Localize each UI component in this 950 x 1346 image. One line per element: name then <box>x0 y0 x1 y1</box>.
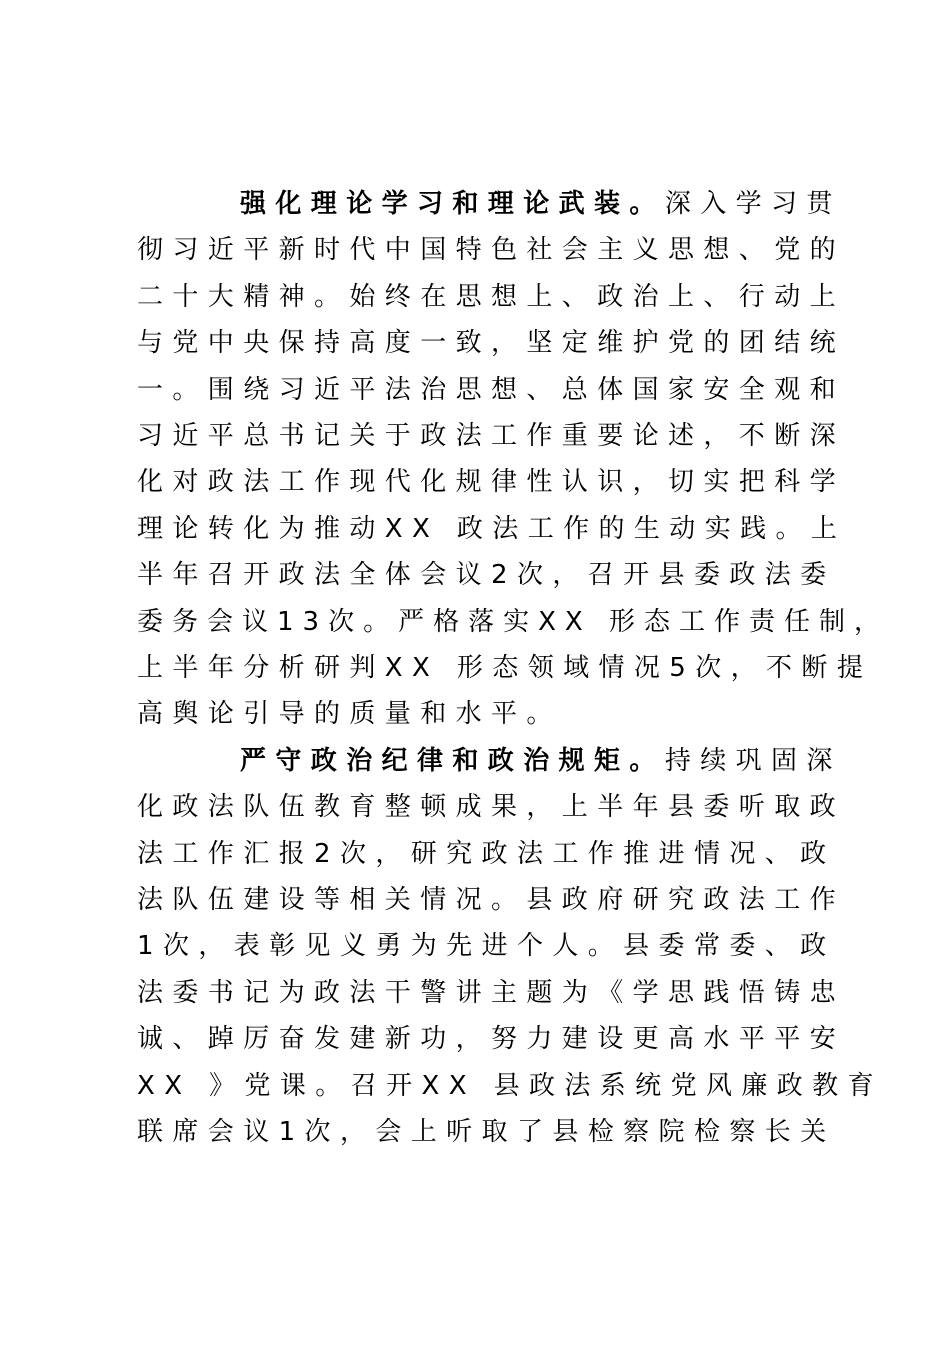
paragraph-2-heading: 严守政治纪律和政治规矩。 <box>240 746 665 776</box>
paragraph-2-text: 持续巩固深 <box>664 746 842 776</box>
paragraph-2-line-7: 诚、踔厉奋发建新功，努力建设更高水平平安 <box>137 1024 846 1054</box>
paragraph-1-line-4: 与党中央保持高度一致，坚定维护党的团结统 <box>137 328 846 358</box>
paragraph-2-line-6: 法委书记为政法干警讲主题为《学思践悟铸忠 <box>137 978 846 1008</box>
paragraph-2-line-9: 联席会议1次，会上听取了县检察院检察长关 <box>137 1117 836 1147</box>
paragraph-2-line-3: 法工作汇报2次，研究政法工作推进情况、政 <box>137 839 836 869</box>
paragraph-1-line-6: 习近平总书记关于政法工作重要论述，不断深 <box>137 421 846 451</box>
paragraph-2-line-5: 1次，表彰见义勇为先进个人。县委常委、政 <box>137 931 836 961</box>
paragraph-2-line-2: 化政法队伍教育整顿成果，上半年县委听取政 <box>137 792 846 822</box>
paragraph-1-line-12: 高舆论引导的质量和水平。 <box>137 699 562 729</box>
paragraph-1-line-2: 彻习近平新时代中国特色社会主义思想、党的 <box>137 235 846 265</box>
paragraph-1-heading: 强化理论学习和理论武装。 <box>240 189 665 219</box>
paragraph-1-line-3: 二十大精神。始终在思想上、政治上、行动上 <box>137 282 846 312</box>
paragraph-1-text: 深入学习贯 <box>664 189 842 219</box>
paragraph-1-line-5: 一。围绕习近平法治思想、总体国家安全观和 <box>137 375 846 405</box>
paragraph-2-line-8: XX 》党课。召开XX 县政法系统党风廉政教育 <box>137 1071 883 1101</box>
paragraph-1-line-11: 上半年分析研判XX 形态领域情况5次，不断提 <box>137 653 873 683</box>
paragraph-1-line-10: 委务会议13次。严格落实XX 形态工作责任制， <box>137 607 889 637</box>
paragraph-1-line-1 <box>240 184 842 224</box>
paragraph-1-line-8: 理论转化为推动XX 政法工作的生动实践。上 <box>137 514 847 544</box>
paragraph-2-line-4: 法队伍建设等相关情况。县政府研究政法工作 <box>137 885 846 915</box>
paragraph-1-line-9: 半年召开政法全体会议2次，召开县委政法委 <box>137 560 836 590</box>
paragraph-2-line-1 <box>240 741 842 781</box>
paragraph-1-line-7: 化对政法工作现代化规律性认识，切实把科学 <box>137 467 846 497</box>
